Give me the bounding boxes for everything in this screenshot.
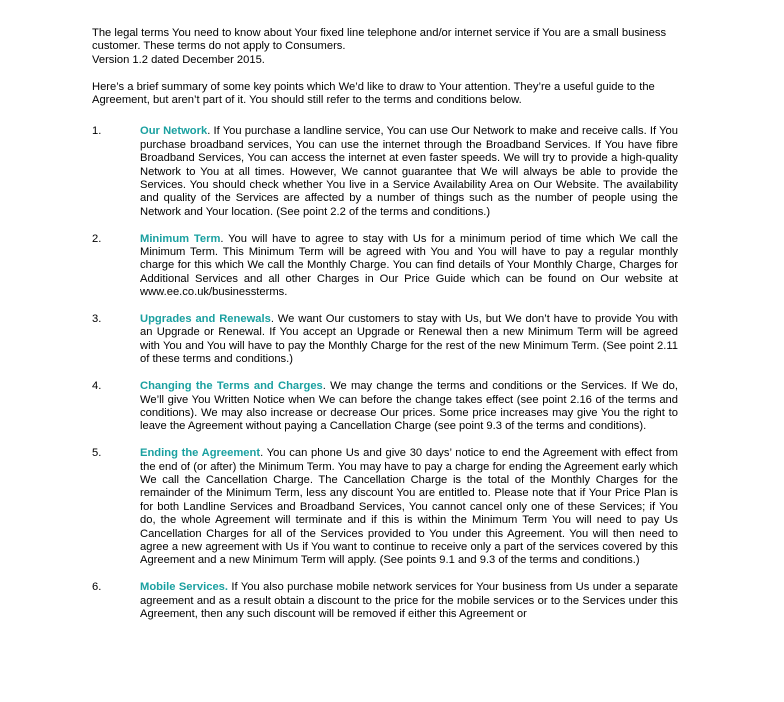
intro-section (92, 27, 678, 107)
item-number: 1. (92, 125, 102, 138)
item-body (140, 581, 678, 621)
list-item (92, 380, 678, 434)
item-heading: Upgrades and Renewals (140, 313, 271, 326)
key-points-list (92, 125, 678, 621)
item-text: . You will have to agree to stay with Us for a minimum period of time which We call the Minimum Term. This Minimum Term will be agreed with You and You will have to pay a regular monthly charge for this which We call the Monthly Charge. You can find details of Your Monthly Charge, Charges for Additional Services and all other Charges in Our Price Guide which can be found on Our website at www.ee.co.uk/businessterms. (140, 232, 679, 299)
item-body (140, 125, 678, 219)
list-item (92, 313, 678, 367)
item-number: 5. (92, 447, 102, 460)
item-heading: Ending the Agreement (140, 447, 261, 460)
item-text: . We may change the terms and conditions or the Services. If We do, We’ll give You Written Notice when We can before the change takes effect (see point 2.16 of the terms and conditions). We may also increase or decrease Our prices. Some price increases may give You the right to leave the Agreement without paying a Cancellation Charge (see point 9.3 of the terms and conditions). (140, 380, 678, 433)
item-number: 4. (92, 380, 102, 393)
intro-legal-terms: The legal terms You need to know about Your fixed line telephone and/or internet service if You are a small business customer. These terms do not apply to Consumers. (92, 27, 667, 53)
intro-version: Version 1.2 dated December 2015. (92, 53, 265, 66)
item-body (140, 447, 678, 568)
item-text: . We want Our customers to stay with Us, but We don’t have to provide You with an Upgrade or Renewal. If You accept an Upgrade or Renewal then a new Minimum Term will be agreed with You and You will have to pay the Monthly Charge for the rest of the new Minimum Term. (See point 2.11 of these terms and conditions.) (140, 313, 678, 366)
item-number: 3. (92, 313, 102, 326)
item-text: . You can phone Us and give 30 days’ notice to end the Agreement with effect from the end of (or after) the Minimum Term. You may have to pay a charge for ending the Agreement early which We call the Cancellation Charge. The Cancellation Charge is the total of the Monthly Charges for the remainder of the Minimum Term, less any discount You are entitled to. Please note that if Your Price Plan is for both Landline Services and Broadband Services, You cannot cancel only one of these Services; if You do, the whole Agreement will terminate and if this is within the Minimum Term You will need to pay Us Cancellation Charges for all of the Services provided to You under this Agreement. You will then need to agree a new agreement with Us if You want to continue to receive only a part of the services covered by this Agreement and a new Minimum Term will apply. (See points 9.1 and 9.3 of the terms and conditions.) (140, 447, 678, 567)
list-item (92, 447, 678, 568)
intro-summary: Here’s a brief summary of some key points which We’d like to draw to Your attention. They’re a useful guide to the Agreement, but aren’t part of it. You should still refer to the terms and conditions below. (92, 80, 655, 107)
item-body (140, 380, 678, 434)
item-body (140, 313, 678, 367)
item-number: 2. (92, 232, 102, 245)
item-text: If You also purchase mobile network services for Your business from Us under a separate agreement and as a result obtain a discount to the price for the mobile services or to the Services under this Agreement, then any such discount will be removed if either this Agreement or (140, 581, 678, 620)
item-body (140, 233, 678, 300)
item-heading: Mobile Services. (140, 581, 228, 594)
list-item (92, 233, 678, 300)
document-page (92, 27, 678, 635)
item-heading: Minimum Term (140, 232, 221, 245)
item-heading: Our Network (140, 125, 208, 138)
item-number: 6. (92, 581, 102, 594)
list-item (92, 581, 678, 621)
item-text: . If You purchase a landline service, You can use Our Network to make and receive calls. If You purchase broadband services, You can use the internet through the Broadband Services. If You have fibre Broadband Services, You can access the internet at even faster speeds. We will try to provide a high-quality Network to You at all times. However, We cannot guarantee that We will always be able to provide the Services. You should check whether You live in a Service Availability Area on Our Website. The availability and quality of the Services are affected by a number of things such as the number of people using the Network and Your location. (See point 2.2 of the terms and conditions.) (140, 125, 678, 218)
list-item (92, 125, 678, 219)
item-heading: Changing the Terms and Charges (140, 380, 323, 393)
